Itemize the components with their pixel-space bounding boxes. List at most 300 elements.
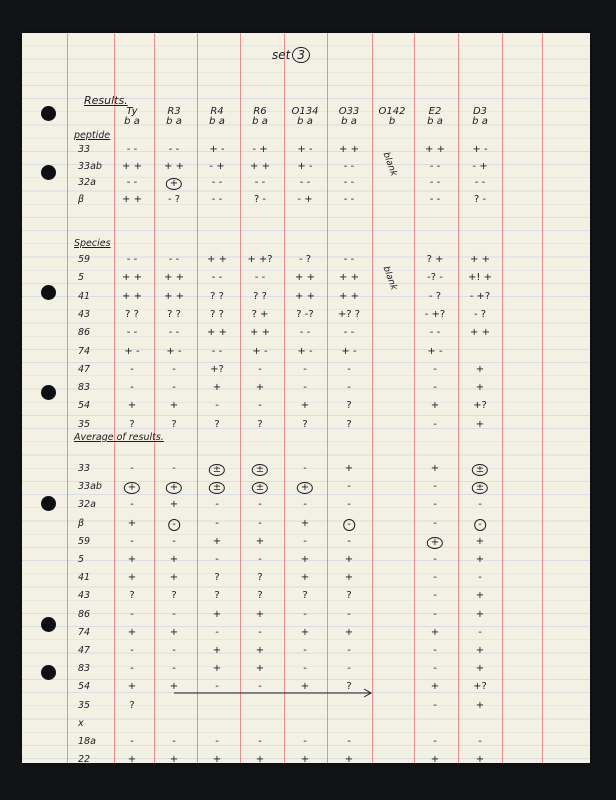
- result-cell: -: [130, 608, 134, 620]
- result-cell: -: [130, 382, 134, 394]
- result-cell: -: [130, 645, 134, 656]
- binder-hole: [41, 285, 56, 300]
- result-cell: -: [172, 663, 176, 675]
- result-cell: -: [347, 663, 351, 675]
- arrow-head: [364, 689, 371, 697]
- binder-hole: [41, 165, 56, 180]
- result-cell: + +: [339, 290, 359, 302]
- result-cell: ?: [346, 418, 352, 430]
- result-cell: + +: [425, 144, 445, 155]
- red-rule: [114, 33, 115, 763]
- row-label: β: [78, 517, 85, 529]
- result-cell: ?: [257, 572, 263, 584]
- red-rule: [284, 33, 285, 763]
- row-label: 43: [78, 308, 91, 320]
- row-label: 18a: [78, 736, 96, 747]
- result-cell: ?: [171, 418, 177, 430]
- row-label: 33: [78, 144, 91, 155]
- result-cell: + +: [164, 160, 184, 172]
- result-cell: +: [169, 681, 179, 693]
- row-label: 33ab: [78, 481, 102, 493]
- result-cell: - -: [343, 177, 355, 188]
- result-cell: - -: [126, 327, 138, 339]
- result-cell: +: [166, 178, 182, 190]
- row-label: 54: [78, 681, 91, 693]
- result-cell: +: [124, 482, 140, 494]
- result-cell: -: [172, 363, 176, 375]
- result-cell: +: [127, 517, 137, 529]
- result-cell: +: [344, 572, 354, 584]
- result-cell: +?: [210, 363, 224, 375]
- row-label: 5: [78, 272, 85, 284]
- result-cell: + +?: [247, 254, 273, 265]
- result-cell: -: [258, 736, 262, 747]
- result-cell: -: [433, 382, 437, 394]
- row-label: 33: [78, 463, 91, 474]
- result-cell: +: [475, 535, 485, 547]
- binder-hole: [41, 496, 56, 511]
- row-label: 83: [78, 382, 91, 394]
- result-cell: +: [300, 681, 310, 693]
- result-cell: -: [172, 382, 176, 394]
- result-cell: - +: [252, 144, 268, 155]
- row-label: 74: [78, 345, 91, 357]
- result-cell: -: [172, 608, 176, 620]
- result-cell: -: [215, 736, 219, 747]
- result-cell: ?: [129, 590, 135, 602]
- result-cell: + +: [207, 327, 227, 339]
- result-cell: + +: [250, 160, 270, 172]
- result-cell: + +: [295, 290, 315, 302]
- binder-hole: [41, 665, 56, 680]
- result-cell: ±: [252, 464, 268, 476]
- result-cell: +: [169, 754, 179, 763]
- result-cell: +: [475, 699, 485, 711]
- result-cell: - ?: [167, 193, 181, 205]
- result-cell: +: [169, 554, 179, 565]
- result-cell: -: [258, 400, 262, 412]
- result-cell: -: [433, 590, 437, 602]
- result-cell: - +?: [424, 308, 446, 320]
- column-subheader: b a: [427, 116, 443, 127]
- result-cell: +: [127, 554, 137, 565]
- row-label: 47: [78, 645, 91, 656]
- result-cell: ?: [346, 400, 352, 412]
- result-cell: -: [433, 572, 437, 584]
- column-subheader: b: [388, 116, 396, 127]
- row-label: 5: [78, 554, 85, 565]
- column-name: O142: [378, 106, 406, 117]
- result-cell: - ?: [428, 290, 442, 302]
- result-cell: -: [433, 663, 437, 675]
- result-cell: +: [127, 681, 137, 693]
- row-label: 33ab: [78, 160, 102, 172]
- result-cell: ?: [302, 590, 308, 602]
- result-cell: -: [433, 499, 437, 511]
- result-cell: +: [430, 754, 440, 763]
- column-name: D3: [472, 106, 488, 117]
- red-rule: [67, 33, 68, 763]
- result-cell: -: [130, 363, 134, 375]
- red-rule: [542, 33, 543, 763]
- result-cell: - +?: [469, 290, 491, 302]
- binder-hole: [41, 617, 56, 632]
- result-cell: +: [212, 382, 222, 394]
- result-cell: +: [430, 626, 440, 638]
- result-cell: -? -: [427, 272, 443, 284]
- result-cell: ? ?: [210, 290, 224, 302]
- result-cell: + -: [124, 345, 140, 357]
- result-cell: ±: [472, 482, 488, 494]
- result-cell: - -: [429, 327, 441, 339]
- result-cell: + +: [122, 160, 142, 172]
- result-cell: - -: [299, 177, 311, 188]
- result-cell: - -: [211, 177, 223, 188]
- red-rule: [458, 33, 459, 763]
- result-cell: -: [303, 363, 307, 375]
- result-cell: ? ?: [125, 308, 139, 320]
- result-cell: ? ?: [210, 308, 224, 320]
- column-subheader: b a: [252, 116, 268, 127]
- result-cell: -: [303, 663, 307, 675]
- result-cell: -: [215, 681, 219, 693]
- result-cell: - -: [254, 177, 266, 188]
- result-cell: ?: [214, 590, 220, 602]
- result-cell: -: [258, 681, 262, 693]
- result-cell: + -: [297, 144, 313, 155]
- result-cell: - +: [297, 193, 313, 205]
- result-cell: + +: [339, 144, 359, 155]
- column-subheader: b a: [166, 116, 182, 127]
- red-rule: [240, 33, 241, 763]
- result-cell: -: [347, 736, 351, 747]
- result-cell: ? ?: [253, 290, 267, 302]
- result-cell: -: [433, 736, 437, 747]
- result-cell: - -: [343, 327, 355, 339]
- result-cell: -: [303, 645, 307, 656]
- result-cell: - -: [429, 193, 441, 205]
- result-cell: -: [478, 499, 482, 511]
- row-label: 32a: [78, 177, 96, 188]
- result-cell: -: [130, 736, 134, 747]
- column-subheader: b a: [341, 116, 357, 127]
- result-cell: +: [300, 572, 310, 584]
- result-cell: + -: [297, 345, 313, 357]
- result-cell: -: [258, 626, 262, 638]
- result-cell: -: [130, 463, 134, 474]
- red-rule: [154, 33, 155, 763]
- result-cell: ±: [472, 464, 488, 476]
- column-name: E2: [428, 106, 442, 117]
- result-cell: -: [303, 535, 307, 547]
- result-cell: ? +: [426, 254, 444, 265]
- result-cell: +: [127, 626, 137, 638]
- result-cell: + +: [164, 272, 184, 284]
- column-name: Ty: [126, 106, 138, 117]
- result-cell: - -: [254, 272, 266, 284]
- set-number: 3: [292, 47, 310, 63]
- result-cell: ?: [129, 699, 135, 711]
- result-cell: +: [475, 608, 485, 620]
- column-name: R3: [167, 106, 181, 117]
- result-cell: ? -?: [296, 308, 314, 320]
- result-cell: ?: [346, 590, 352, 602]
- result-cell: - ?: [473, 308, 487, 320]
- result-cell: + +: [339, 272, 359, 284]
- result-cell: - -: [211, 272, 223, 284]
- result-cell: - -: [299, 327, 311, 339]
- result-cell: +? ?: [337, 308, 361, 320]
- result-cell: +: [255, 663, 265, 675]
- summary-title: Average of results.: [74, 432, 164, 443]
- row-label: 22: [78, 754, 91, 763]
- red-rule: [502, 33, 503, 763]
- result-cell: -: [258, 499, 262, 511]
- result-cell: +: [475, 363, 485, 375]
- red-rule: [372, 33, 373, 763]
- row-label: 59: [78, 254, 91, 265]
- result-cell: -: [433, 517, 437, 529]
- row-label: 54: [78, 400, 91, 412]
- result-cell: ?: [257, 418, 263, 430]
- result-cell: - -: [474, 177, 486, 188]
- result-cell: +: [475, 382, 485, 394]
- result-cell: +: [212, 535, 222, 547]
- result-cell: -: [215, 554, 219, 565]
- blank-note: blank: [380, 151, 399, 178]
- result-cell: ?: [129, 418, 135, 430]
- row-label: 83: [78, 663, 91, 675]
- result-cell: - -: [429, 160, 441, 172]
- result-cell: ?: [214, 572, 220, 584]
- result-cell: +: [300, 554, 310, 565]
- result-cell: +: [166, 482, 182, 494]
- result-cell: +: [127, 572, 137, 584]
- result-cell: -: [347, 499, 351, 511]
- result-cell: + +: [122, 193, 142, 205]
- result-cell: + -: [252, 345, 268, 357]
- row-label: 35: [78, 418, 91, 430]
- result-cell: -: [303, 608, 307, 620]
- binder-hole: [41, 106, 56, 121]
- notebook-page: [22, 33, 590, 763]
- row-label: 32a: [78, 499, 96, 511]
- species-label: Species: [74, 238, 111, 249]
- red-rule: [327, 33, 328, 763]
- result-cell: - -: [126, 254, 138, 265]
- result-cell: -: [172, 736, 176, 747]
- red-rule: [197, 33, 198, 763]
- result-cell: -: [478, 572, 482, 584]
- result-cell: +: [300, 754, 310, 763]
- result-cell: +: [169, 572, 179, 584]
- result-cell: -: [347, 363, 351, 375]
- result-cell: + +: [470, 327, 490, 339]
- result-cell: +: [297, 482, 313, 494]
- result-cell: - -: [126, 144, 138, 155]
- result-cell: -: [258, 363, 262, 375]
- result-cell: -: [215, 400, 219, 412]
- result-cell: +: [300, 626, 310, 638]
- result-cell: -: [433, 699, 437, 711]
- result-cell: +: [212, 608, 222, 620]
- result-cell: +: [430, 463, 440, 474]
- result-cell: -: [343, 519, 355, 531]
- blank-note: blank: [380, 265, 399, 292]
- result-cell: +: [127, 754, 137, 763]
- result-cell: ?: [214, 418, 220, 430]
- result-cell: +: [475, 754, 485, 763]
- result-cell: +: [255, 645, 265, 656]
- result-cell: + -: [166, 345, 182, 357]
- result-cell: -: [130, 499, 134, 511]
- column-subheader: b a: [472, 116, 488, 127]
- result-cell: - -: [168, 327, 180, 339]
- result-cell: ? -: [473, 193, 487, 205]
- row-label: x: [78, 717, 84, 729]
- result-cell: - -: [429, 177, 441, 188]
- row-label: 41: [78, 290, 91, 302]
- result-cell: -: [258, 554, 262, 565]
- result-cell: +: [169, 626, 179, 638]
- result-cell: -: [478, 736, 482, 747]
- result-cell: + +: [250, 327, 270, 339]
- result-cell: - -: [343, 160, 355, 172]
- result-cell: + -: [209, 144, 225, 155]
- result-cell: -: [347, 608, 351, 620]
- result-cell: +: [127, 400, 137, 412]
- result-cell: + +: [295, 272, 315, 284]
- result-cell: +: [475, 645, 485, 656]
- result-cell: -: [172, 645, 176, 656]
- result-cell: +: [475, 418, 485, 430]
- result-cell: +: [300, 517, 310, 529]
- result-cell: +: [430, 400, 440, 412]
- result-cell: +: [300, 400, 310, 412]
- binder-hole: [41, 385, 56, 400]
- result-cell: -: [215, 499, 219, 511]
- result-cell: -: [168, 519, 180, 531]
- result-cell: -: [130, 663, 134, 675]
- row-label: 74: [78, 626, 91, 638]
- result-cell: -: [433, 608, 437, 620]
- result-cell: ? +: [251, 308, 269, 320]
- result-cell: -: [347, 481, 351, 493]
- result-cell: +: [212, 645, 222, 656]
- red-rule: [414, 33, 415, 763]
- set-text: set: [272, 48, 291, 62]
- result-cell: +: [344, 626, 354, 638]
- results-title: Results.: [84, 94, 128, 107]
- result-cell: +: [344, 754, 354, 763]
- result-cell: - -: [211, 345, 223, 357]
- result-cell: ?: [302, 418, 308, 430]
- result-cell: +: [475, 554, 485, 565]
- result-cell: +: [344, 463, 354, 474]
- result-cell: -: [433, 554, 437, 565]
- column-name: O134: [291, 106, 319, 117]
- result-cell: + +: [470, 254, 490, 265]
- result-cell: - +: [209, 160, 225, 172]
- result-cell: + +: [207, 254, 227, 265]
- result-cell: + -: [341, 345, 357, 357]
- result-cell: -: [215, 517, 219, 529]
- row-label: 86: [78, 608, 91, 620]
- result-cell: +: [212, 663, 222, 675]
- result-cell: +: [212, 754, 222, 763]
- result-cell: +: [169, 400, 179, 412]
- result-cell: +: [255, 608, 265, 620]
- column-subheader: b a: [124, 116, 140, 127]
- result-cell: ±: [209, 464, 225, 476]
- result-cell: +?: [473, 681, 487, 693]
- result-cell: -: [433, 363, 437, 375]
- result-cell: ?: [171, 590, 177, 602]
- result-cell: ? -: [253, 193, 267, 205]
- row-label: 43: [78, 590, 91, 602]
- result-cell: - ?: [298, 254, 312, 265]
- result-cell: +: [430, 681, 440, 693]
- result-cell: -: [172, 535, 176, 547]
- result-cell: -: [303, 499, 307, 511]
- result-cell: + -: [472, 144, 488, 155]
- result-cell: ?: [257, 590, 263, 602]
- result-cell: +: [475, 663, 485, 675]
- result-cell: + +: [122, 290, 142, 302]
- row-label: 47: [78, 363, 91, 375]
- result-cell: -: [130, 535, 134, 547]
- result-cell: +?: [473, 400, 487, 412]
- column-name: R4: [210, 106, 224, 117]
- column-name: O33: [338, 106, 360, 117]
- peptide-label: peptide: [74, 130, 111, 141]
- result-cell: +: [169, 499, 179, 511]
- result-cell: + -: [427, 345, 443, 357]
- result-cell: +: [255, 382, 265, 394]
- result-cell: + -: [297, 160, 313, 172]
- result-cell: +: [475, 590, 485, 602]
- result-cell: -: [215, 626, 219, 638]
- result-cell: +! +: [468, 272, 492, 284]
- result-cell: -: [347, 382, 351, 394]
- row-label: β: [78, 193, 85, 205]
- result-cell: +: [255, 535, 265, 547]
- result-cell: - -: [168, 144, 180, 155]
- result-cell: ?: [346, 681, 352, 693]
- result-cell: - -: [168, 254, 180, 265]
- result-cell: +: [344, 554, 354, 565]
- result-cell: + +: [164, 290, 184, 302]
- result-cell: - -: [343, 193, 355, 205]
- row-label: 35: [78, 699, 91, 711]
- result-cell: ? ?: [167, 308, 181, 320]
- column-subheader: b a: [209, 116, 225, 127]
- result-cell: ±: [209, 482, 225, 494]
- result-cell: - -: [211, 193, 223, 205]
- result-cell: -: [347, 535, 351, 547]
- result-cell: -: [303, 463, 307, 474]
- result-cell: -: [474, 519, 486, 531]
- row-label: 41: [78, 572, 91, 584]
- result-cell: -: [478, 626, 482, 638]
- result-cell: + +: [122, 272, 142, 284]
- column-subheader: b a: [297, 116, 313, 127]
- result-cell: - +: [472, 160, 488, 172]
- result-cell: -: [433, 418, 437, 430]
- result-cell: -: [172, 463, 176, 474]
- row-label: 86: [78, 327, 91, 339]
- result-cell: - -: [126, 177, 138, 188]
